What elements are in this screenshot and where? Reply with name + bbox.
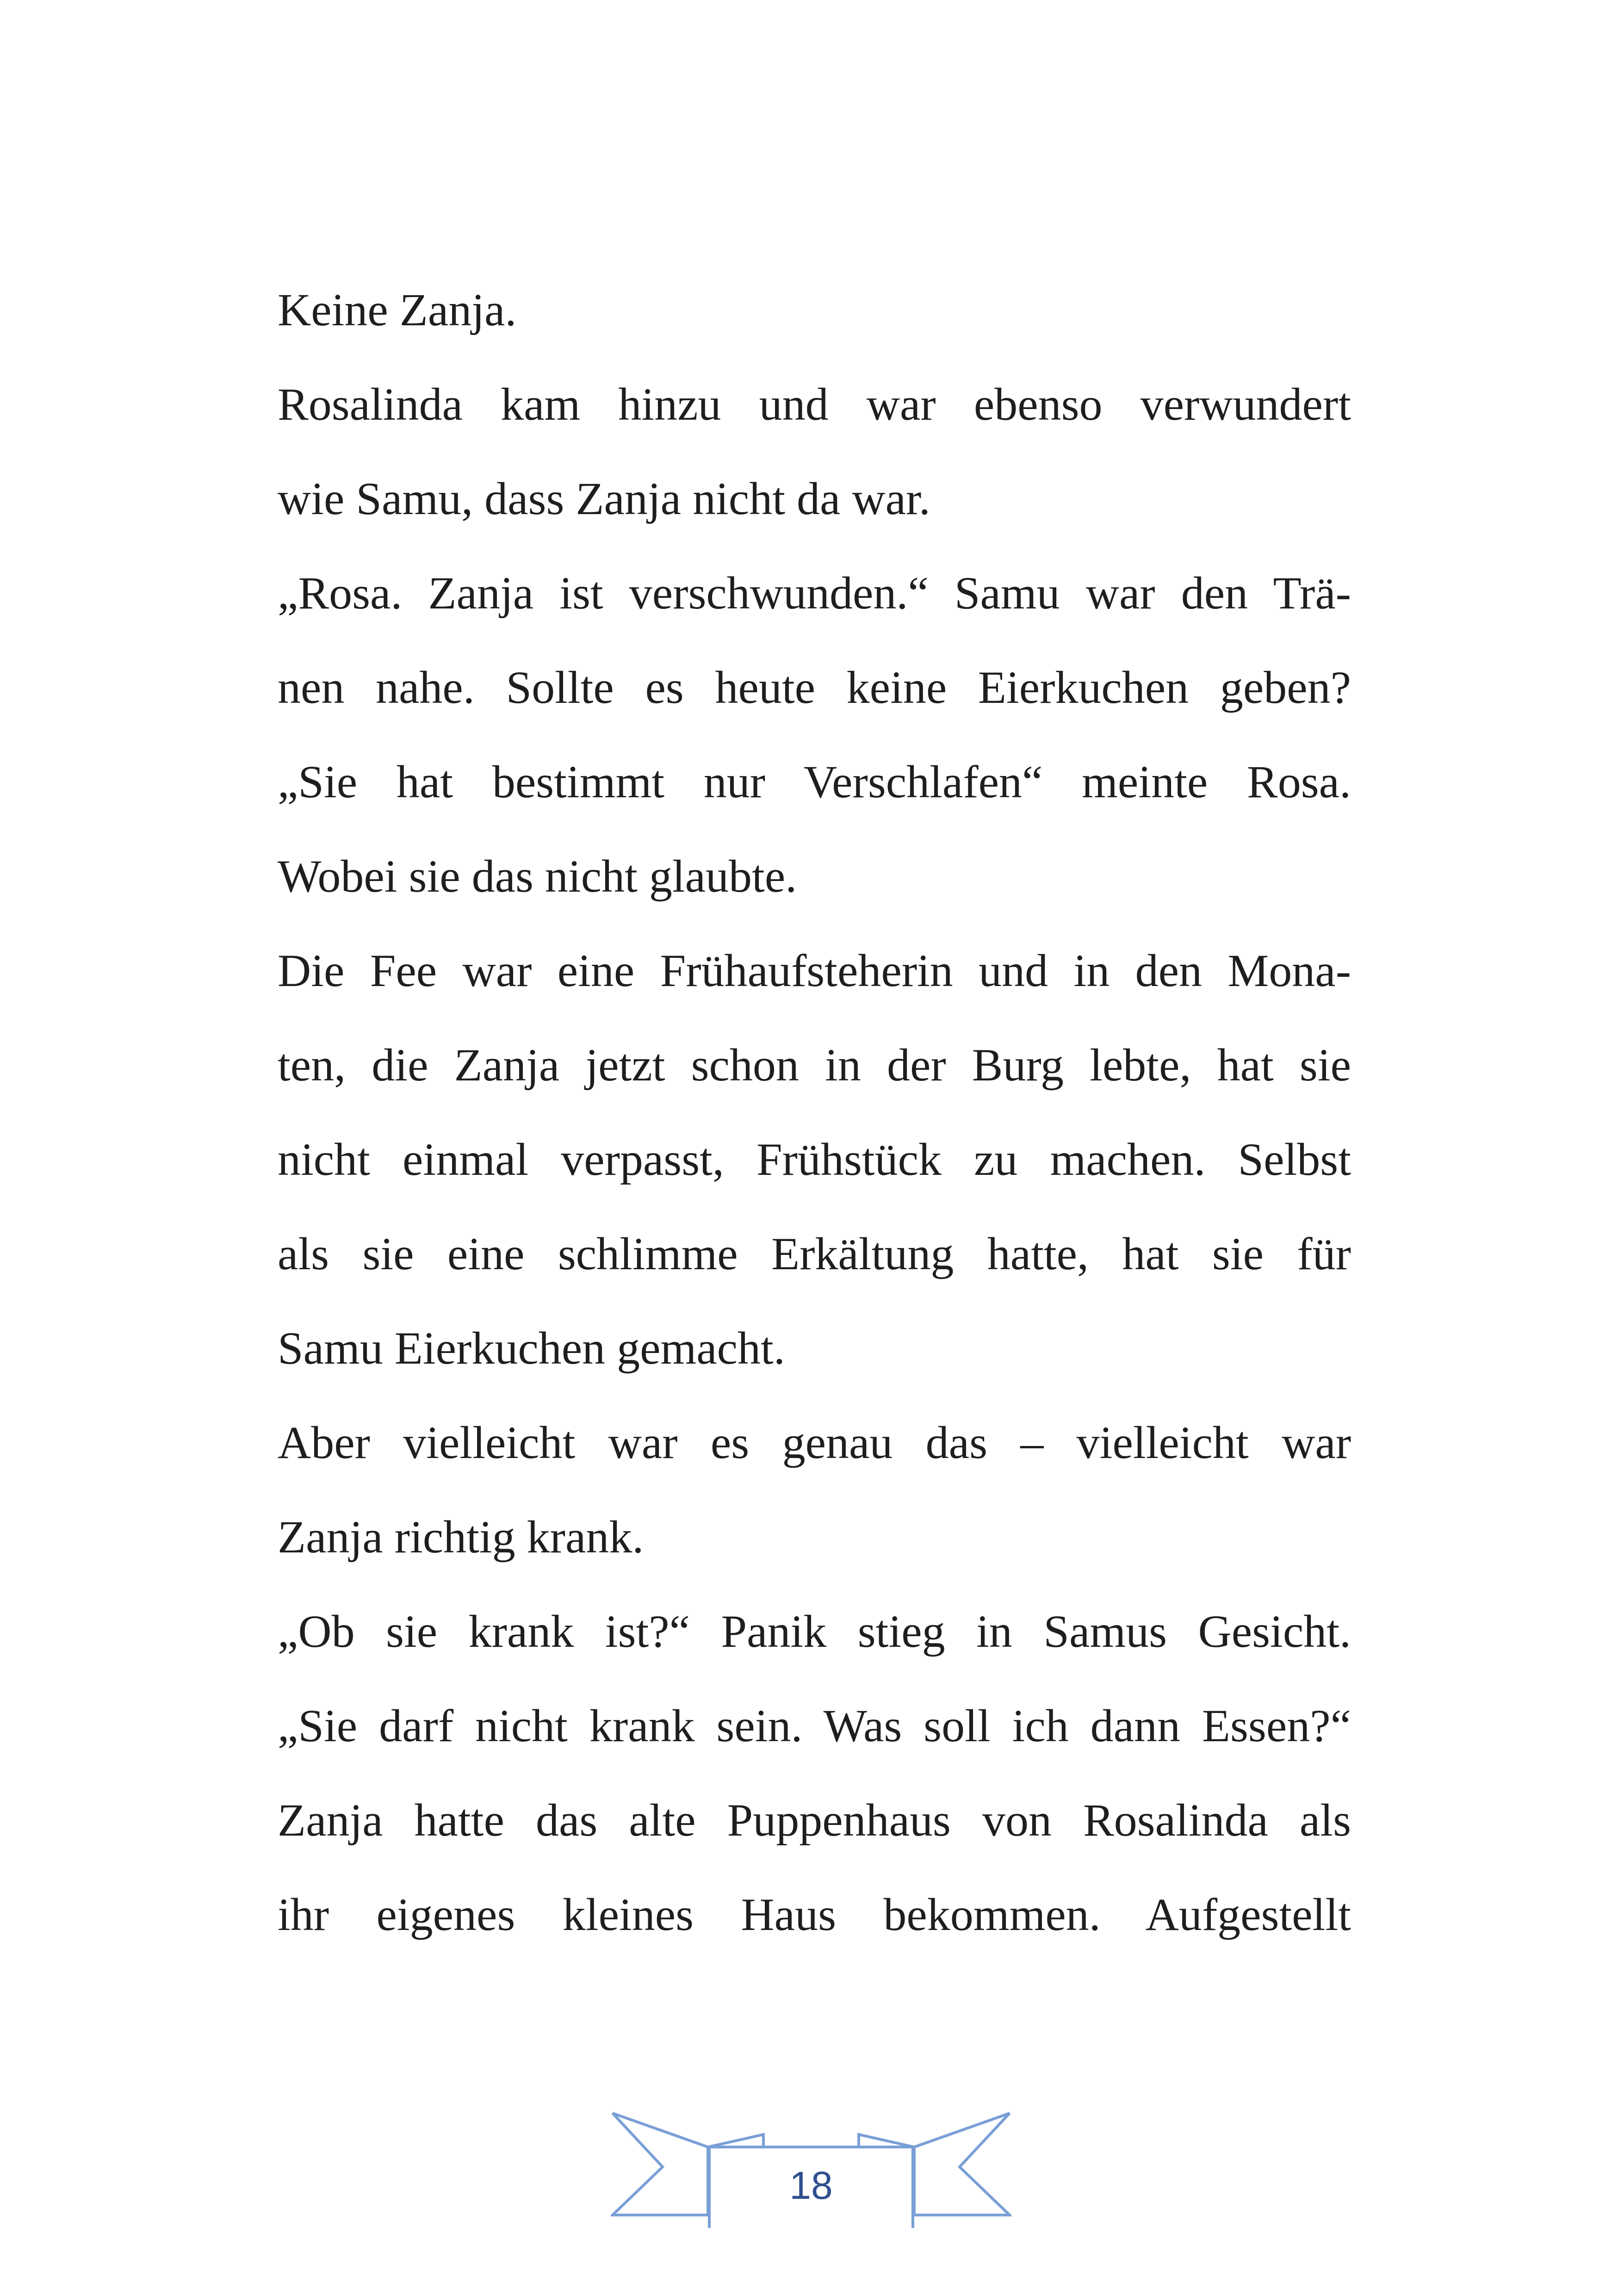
text-line: Keine Zanja. xyxy=(278,284,517,335)
text-line: ten, die Zanja jetzt schon in der Burg lebte, hat sie xyxy=(278,1039,1351,1091)
body-text xyxy=(278,273,1351,1972)
text-line: nen nahe. Sollte es heute keine Eierkuchen geben? xyxy=(278,662,1351,713)
text-line: wie Samu, dass Zanja nicht da war. xyxy=(278,473,930,524)
text-line: Rosalinda kam hinzu und war ebenso verwundert xyxy=(278,379,1351,430)
text-line: Die Fee war eine Frühaufsteherin und in den Mona- xyxy=(278,945,1351,996)
text-line: Samu Eierkuchen gemacht. xyxy=(278,1322,785,1374)
page-number-ribbon xyxy=(611,2103,1011,2228)
text-line: „Sie hat bestimmt nur Verschlafen“ meinte Rosa. xyxy=(278,756,1351,807)
text-line: Aber vielleicht war es genau das – vielleicht war xyxy=(278,1417,1351,1468)
text-line: „Rosa. Zanja ist verschwunden.“ Samu war den Trä- xyxy=(278,567,1351,619)
text-line: „Sie darf nicht krank sein. Was soll ich dann Essen?“ xyxy=(278,1700,1351,1751)
page-number: 18 xyxy=(789,2164,833,2207)
text-line: nicht einmal verpasst, Frühstück zu machen. Selbst xyxy=(278,1134,1351,1185)
text-line: Wobei sie das nicht glaubte. xyxy=(278,850,797,902)
text-line: ihr eigenes kleines Haus bekommen. Aufgestellt xyxy=(278,1889,1351,1940)
text-line: Zanja richtig krank. xyxy=(278,1511,644,1563)
text-line: als sie eine schlimme Erkältung hatte, hat sie für xyxy=(278,1228,1351,1279)
text-line: „Ob sie krank ist?“ Panik stieg in Samus Gesicht. xyxy=(278,1606,1351,1657)
text-line: Zanja hatte das alte Puppenhaus von Rosalinda als xyxy=(278,1794,1351,1846)
